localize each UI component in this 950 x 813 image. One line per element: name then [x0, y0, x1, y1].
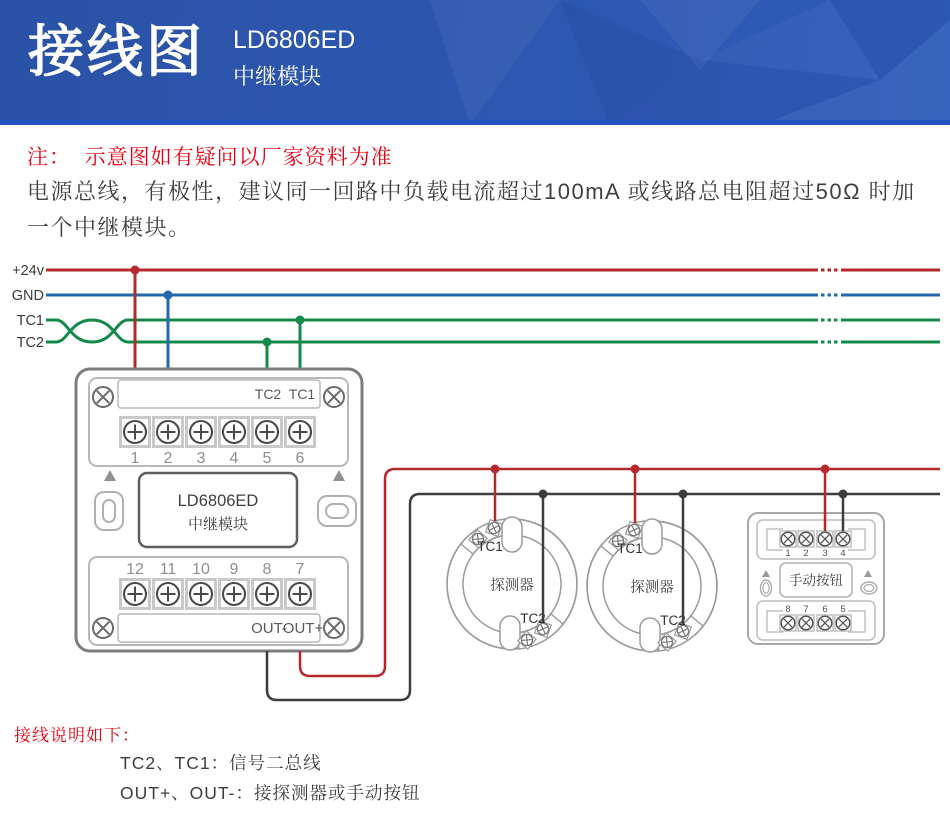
terminal-screw-icon — [121, 580, 150, 609]
button-screw-icon — [817, 531, 833, 547]
module-strip-tc2: TC2 — [254, 386, 282, 402]
module-strip-tc1: TC1 — [288, 386, 316, 402]
terminal-screw-icon — [187, 580, 216, 609]
module-name: LD6806ED — [177, 492, 259, 510]
terminal-screw-icon — [253, 418, 282, 447]
detector-tc1-label: TC1 — [477, 539, 503, 554]
junction-dot-24v — [131, 266, 140, 275]
note-warning: 注： 示意图如有疑问以厂家资料为准 — [27, 146, 393, 169]
note-body-line1: 电源总线，有极性，建议同一回路中负载电流超过100mA 或线路总电阻超过50Ω 时加 — [27, 179, 916, 204]
bus-label-gnd: GND — [11, 288, 44, 304]
page-title: 接线图 — [28, 20, 205, 83]
corner-screw-icon — [324, 387, 344, 407]
relay-module — [76, 369, 362, 651]
terminal-number: 6 — [295, 450, 305, 467]
junction-dot-pos — [631, 465, 640, 474]
detector-label: 探测器 — [490, 578, 534, 594]
module-nameplate — [139, 473, 297, 547]
detector-slot-top — [502, 517, 522, 552]
manual-button — [748, 513, 884, 644]
detector-2 — [587, 519, 717, 652]
junction-dot-tc2 — [263, 338, 272, 347]
terminal-screw-icon — [154, 580, 183, 609]
junction-dot-neg — [839, 490, 848, 499]
detector-slot-top — [642, 519, 662, 554]
corner-screw-icon — [324, 618, 344, 638]
button-screw-icon — [780, 531, 796, 547]
detector-1 — [447, 517, 577, 650]
product-model: LD6806ED — [233, 26, 356, 54]
module-strip-out-pos: OUT+ — [282, 620, 324, 637]
terminal-screw-icon — [220, 418, 249, 447]
terminal-number: 5 — [840, 604, 846, 615]
terminal-screw-icon — [187, 418, 216, 447]
corner-screw-icon — [93, 387, 113, 407]
junction-dot-pos — [821, 465, 830, 474]
header-banner — [0, 0, 950, 125]
terminal-number: 7 — [295, 561, 305, 578]
terminal-number: 1 — [130, 450, 140, 467]
terminal-number: 12 — [126, 561, 144, 578]
junction-dot-neg — [679, 490, 688, 499]
junction-dot-gnd — [164, 291, 173, 300]
button-screw-icon — [780, 615, 796, 631]
terminal-screw-icon — [286, 580, 315, 609]
bus-lines — [46, 270, 940, 342]
terminal-screw-icon — [286, 418, 315, 447]
header-accent-strip — [0, 120, 950, 125]
terminal-screw-icon — [253, 580, 282, 609]
bus-label-24v: +24v — [12, 263, 44, 279]
terminal-number: 1 — [785, 548, 791, 559]
terminal-number: 3 — [196, 450, 206, 467]
button-screw-icon — [798, 615, 814, 631]
wiring-diagram — [0, 250, 950, 720]
button-label: 手动按钮 — [789, 573, 843, 588]
terminal-screw-icon — [121, 418, 150, 447]
detector-slot-bottom — [500, 616, 520, 650]
terminal-number: 8 — [262, 561, 272, 578]
button-screw-icon — [817, 615, 833, 631]
terminal-number: 2 — [803, 548, 809, 559]
detector-tc2-label: TC2 — [660, 613, 686, 628]
junction-dot-tc1 — [296, 316, 305, 325]
terminal-number: 5 — [262, 450, 272, 467]
bus-label-tc1: TC1 — [16, 313, 44, 329]
legend-line2: OUT+、OUT-：接探测器或手动按钮 — [120, 783, 421, 803]
bus-labels — [12, 263, 45, 351]
button-screw-icon — [835, 615, 851, 631]
detector-slot-bottom — [640, 618, 660, 652]
module-type: 中继模块 — [187, 516, 249, 533]
bus-wire-tc1 — [46, 320, 818, 342]
corner-screw-icon — [93, 618, 113, 638]
terminal-number: 4 — [229, 450, 239, 467]
legend-title: 接线说明如下： — [14, 726, 140, 745]
bus-label-tc2: TC2 — [16, 335, 44, 351]
terminal-screw-icon — [154, 418, 183, 447]
product-subtitle: 中继模块 — [233, 64, 322, 89]
terminal-number: 8 — [785, 604, 791, 615]
detector-label: 探测器 — [630, 580, 674, 596]
bus-tap-wires — [131, 266, 305, 370]
terminal-screw-icon — [220, 580, 249, 609]
terminal-number: 7 — [803, 604, 809, 615]
legend-line1: TC2、TC1：信号二总线 — [120, 753, 322, 773]
button-screw-icon — [835, 531, 851, 547]
terminal-number: 2 — [163, 450, 173, 467]
module-strip-out-neg: OUT- — [251, 620, 287, 637]
detector-tc2-label: TC2 — [520, 611, 546, 626]
terminal-number: 4 — [840, 548, 846, 559]
note-body-line2: 一个中继模块。 — [27, 215, 192, 240]
button-screw-icon — [798, 531, 814, 547]
terminal-number: 3 — [822, 548, 828, 559]
terminal-number: 10 — [192, 561, 210, 578]
terminal-number: 9 — [229, 561, 239, 578]
detector-tc1-label: TC1 — [617, 541, 643, 556]
junction-dot-neg — [539, 490, 548, 499]
terminal-number: 11 — [159, 561, 177, 578]
terminal-number: 6 — [822, 604, 828, 615]
junction-dot-pos — [491, 465, 500, 474]
bus-wire-tc2 — [46, 320, 818, 342]
